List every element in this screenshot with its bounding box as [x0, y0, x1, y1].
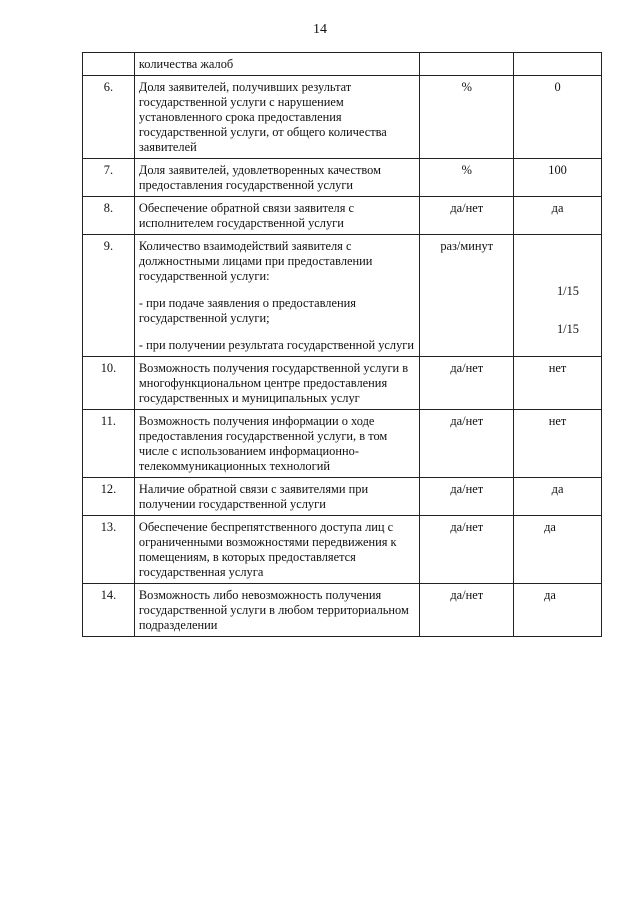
row-value: да	[514, 516, 602, 584]
table-row	[83, 478, 602, 516]
page-number: 14	[313, 22, 327, 37]
row-number: 8.	[83, 197, 135, 235]
row-number: 10.	[83, 357, 135, 410]
row-value	[514, 53, 602, 76]
row-description-group	[134, 235, 419, 357]
row-value: 0	[514, 76, 602, 159]
table-row	[83, 235, 602, 357]
table-row	[83, 410, 602, 478]
table-row	[83, 584, 602, 637]
row-value: да	[514, 478, 602, 516]
row-description: Возможность либо невозможность получения государственной услуги в любом территориальном подразделении	[134, 584, 419, 637]
table-row	[83, 76, 602, 159]
row-unit: да/нет	[420, 410, 514, 478]
row-number: 12.	[83, 478, 135, 516]
sub-item-value: 1/15	[556, 322, 579, 336]
row-value: нет	[514, 357, 602, 410]
row-description: Возможность получения информации о ходе предоставления государственной услуги, в том числе с использованием информационно-телекоммуникационных технологий	[134, 410, 419, 478]
row-description: Доля заявителей, удовлетворенных качеством предоставления государственной услуги	[134, 159, 419, 197]
row-description: количества жалоб	[134, 53, 419, 76]
sub-item-description: - при подаче заявления о предоставления государственной услуги;	[138, 296, 356, 325]
sub-item-description: - при получении результата государственной услуги	[138, 338, 415, 352]
table-row	[83, 516, 602, 584]
row-number: 11.	[83, 410, 135, 478]
row-number: 7.	[83, 159, 135, 197]
row-value: да	[514, 584, 602, 637]
row-unit: да/нет	[420, 516, 514, 584]
table-row	[83, 159, 602, 197]
row-unit: да/нет	[420, 357, 514, 410]
row-number: 13.	[83, 516, 135, 584]
table-row	[83, 197, 602, 235]
row-number: 6.	[83, 76, 135, 159]
row-value: 100	[514, 159, 602, 197]
sub-item-value: 1/15	[556, 284, 579, 298]
row-unit: да/нет	[420, 478, 514, 516]
row-value: нет	[514, 410, 602, 478]
row-unit: %	[420, 159, 514, 197]
row-number	[83, 53, 135, 76]
row-unit: да/нет	[420, 197, 514, 235]
table-row	[83, 53, 602, 76]
row-number: 14.	[83, 584, 135, 637]
row-unit: раз/минут	[420, 235, 514, 357]
row-description: Обеспечение беспрепятственного доступа лиц с ограниченными возможностями передвижения к помещениям, в которых предоставляется государственная услуга	[134, 516, 419, 584]
indicators-table	[82, 52, 602, 637]
table-row	[83, 357, 602, 410]
row-description: Количество взаимодействий заявителя с должностными лицами при предоставлении государственной услуги:	[138, 239, 373, 283]
row-number: 9.	[83, 235, 135, 357]
row-value-group	[514, 235, 602, 357]
row-unit: да/нет	[420, 584, 514, 637]
row-description: Наличие обратной связи с заявителями при получении государственной услуги	[134, 478, 419, 516]
row-description: Обеспечение обратной связи заявителя с исполнителем государственной услуги	[134, 197, 419, 235]
row-unit	[420, 53, 514, 76]
row-unit: %	[420, 76, 514, 159]
row-description: Доля заявителей, получивших результат государственной услуги с нарушением установленного срока предоставления государственной услуги, от общего количества заявителей	[134, 76, 419, 159]
row-description: Возможность получения государственной услуги в многофункциональном центре предоставления государственных и муниципальных услуг	[134, 357, 419, 410]
row-value: да	[514, 197, 602, 235]
